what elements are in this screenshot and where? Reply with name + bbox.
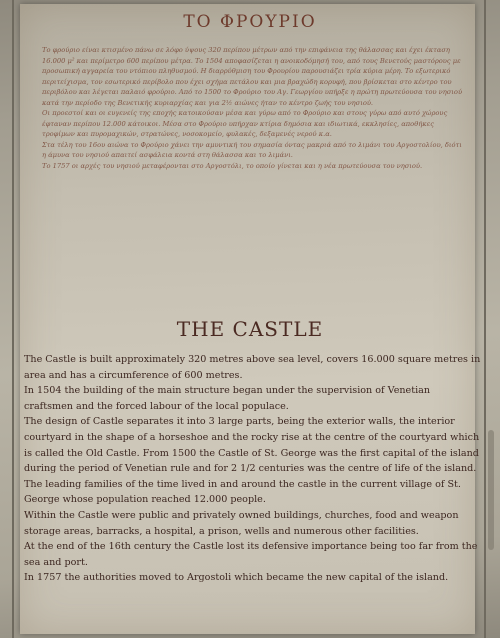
greek-paragraph: Οι προεστοί και οι ευγενείς της εποχής κατοικούσαν μέσα και γύρω από το Φρούριο και στους γύρω από αυτό χώρους έφταναν περίπου 12.000 κάτοικοι. Μέσα στο Φρούριο υπήρχαν κτίρια δημόσια και ιδιωτικά, εκκλησίες, αποθήκες τροφίμων και πυρομαχικών, στρατώνες, νοσοκομείο, φυλακές, δεξαμενές νερού κ.α.	[42, 109, 448, 138]
greek-paragraph: Το φρούριο είναι κτισμένο πάνω σε λόφο ύψους 320 περίπου μέτρων από την επιφάνεια της θάλασσας και έχει έκταση 16.000 μ² και περίμετρο 600 περίπου μέτρα. Το 1504 αποφασίζεται η ανοικοδόμησή του, από τους Βενετούς μαστόρους με προσωπική αγγαρεία του ντόπιου πληθυσμού. Η διαρρύθμιση του Φρουρίου παρουσιάζει τρία κύρια μέρη. Το εξωτερικό περιτείχισμα, τον εσωτερικό περίβολο που έχει σχήμα πετάλου και μια βραχώδη κορυφή, που βρίσκεται στο κέντρο του περιβόλου και λέγεται παλαιό φρούριο. Από το 1500 το Φρούριο του Αγ. Γεωργίου υπήρξε η πρώτη πρωτεύουσα του νησιού κατά την περίοδο της Βενετικής κυριαρχίας και για 2½ αιώνες ήταν το κέντρο ζωής του νησιού.	[42, 46, 463, 107]
board-scratch	[488, 430, 494, 550]
greek-title: ΤΟ ΦΡΟΥΡΙΟ	[183, 12, 317, 32]
english-paragraph: In 1504 the building of the main structure began under the supervision of Venetian craftsmen and the forced labour of the local populace.	[24, 385, 431, 412]
greek-paragraph: Το 1757 οι αρχές του νησιού μεταφέρονται στο Αργοστόλι, το οποίο γίνεται και η νέα πρωτεύουσα του νησιού.	[42, 161, 423, 170]
greek-text	[42, 45, 467, 171]
english-paragraph: The Castle is built approximately 320 metres above sea level, covers 16.000 square metres in area and has a circumference of 600 metres.	[24, 354, 481, 381]
english-paragraph: Within the Castle were public and privately owned buildings, churches, food and weapon storage areas, barracks, a hospital, a prison, wells and numerous other facilities.	[24, 509, 459, 537]
english-text	[24, 352, 482, 586]
greek-paragraph: Στα τέλη του 16ου αιώνα το Φρούριο χάνει την αμυντική του σημασία όντας μακριά από το λιμάνι του Αργοστολίου, διότι η άμυνα του νησιού απαιτεί ασφάλεια κοντά στη θάλασσα και το λιμάνι.	[42, 140, 462, 159]
english-paragraph: The design of Castle separates it into 3 large parts, being the exterior walls, the interior courtyard in the shape of a horseshoe and the rocky rise at the centre of the courtyard which is called the Old Castle. From 1500 the Castle of St. George was the first capital of the island during the period of Venetian rule and for 2 1/2 centuries was the centre of life of the island.	[24, 416, 480, 475]
english-paragraph: In 1757 the authorities moved to Argostoli which became the new capital of the island.	[24, 572, 449, 584]
english-title: THE CASTLE	[176, 317, 324, 341]
english-paragraph: At the end of the 16th century the Castle lost its defensive importance being too far from the sea and port.	[24, 541, 478, 568]
english-paragraph: The leading families of the time lived in and around the castle in the current village of St. George whose population reached 12.000 people.	[24, 478, 461, 506]
